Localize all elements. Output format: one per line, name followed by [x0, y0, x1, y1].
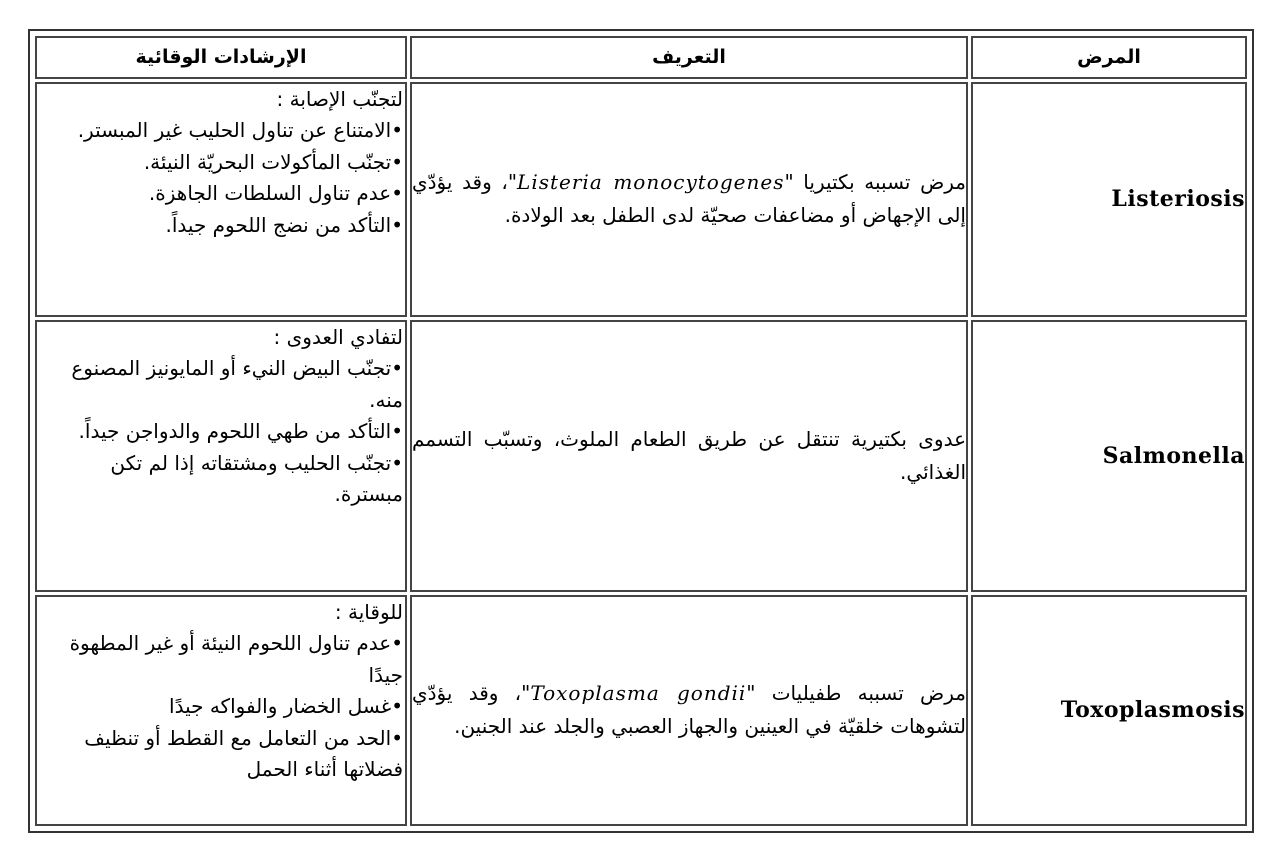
prevention-item: • الحد من التعامل مع القطط أو تنظيف فضلاتها أثناء الحمل — [37, 723, 405, 786]
prevention-cell — [35, 595, 407, 826]
prevention-item: • تجنّب المأكولات البحريّة النيئة. — [37, 147, 405, 179]
prevention-item: • غسل الخضار والفواكه جيدًا — [37, 691, 405, 723]
definition-cell — [410, 595, 968, 826]
prevention-cell — [35, 320, 407, 592]
prevention-item: • التأكد من نضج اللحوم جيداً. — [37, 210, 405, 242]
definition-text: مرض تسببه بكتيريا " — [784, 170, 967, 195]
prevention-item: • الامتناع عن تناول الحليب غير المبستر. — [37, 115, 405, 147]
prevention-intro: لتجنّب الإصابة : — [276, 86, 403, 111]
header-prevention: الإرشادات الوقائية — [35, 36, 407, 79]
diseases-table — [32, 33, 1250, 829]
header-disease: المرض — [971, 36, 1247, 79]
disease-name: Salmonella — [971, 320, 1247, 592]
definition-text-cont: "، وقد يؤدّي لتشوهات خلقيّة في العينين والجهاز العصبي والجلد عند الجنين. — [412, 681, 966, 739]
disease-name: Listeriosis — [971, 82, 1247, 317]
table-row-toxoplasmosis — [35, 595, 1247, 826]
diseases-table-frame — [28, 29, 1254, 833]
definition-cell — [410, 320, 968, 592]
table-row-listeriosis — [35, 82, 1247, 317]
definition-text: مرض تسببه طفيليات " — [746, 681, 966, 706]
definition-text: عدوى بكتيرية تنتقل عن طريق الطعام الملوث، وتسبّب التسمم الغذائي. — [412, 426, 966, 484]
definition-cell — [410, 82, 968, 317]
disease-name: Toxoplasmosis — [971, 595, 1247, 826]
prevention-intro: للوقاية : — [334, 599, 403, 624]
prevention-item: • عدم تناول اللحوم النيئة أو غير المطهوة جيدًا — [37, 628, 405, 691]
pathogen-name: Listeria monocytogenes — [517, 170, 785, 195]
prevention-intro: لتفادي العدوى : — [273, 324, 403, 349]
header-definition: التعريف — [410, 36, 968, 79]
prevention-item: • تجنّب البيض النيء أو المايونيز المصنوع منه. — [37, 353, 405, 416]
definition-text-cont: "، وقد يؤدّي إلى الإجهاض أو مضاعفات صحيّة لدى الطفل بعد الولادة. — [412, 170, 966, 228]
pathogen-name: Toxoplasma gondii — [530, 681, 747, 706]
table-row-salmonella — [35, 320, 1247, 592]
prevention-item: • تجنّب الحليب ومشتقاته إذا لم تكن مبسترة. — [37, 448, 405, 511]
prevention-item: • عدم تناول السلطات الجاهزة. — [37, 178, 405, 210]
prevention-cell — [35, 82, 407, 317]
header-row — [35, 36, 1247, 79]
prevention-item: • التأكد من طهي اللحوم والدواجن جيداً. — [37, 416, 405, 448]
